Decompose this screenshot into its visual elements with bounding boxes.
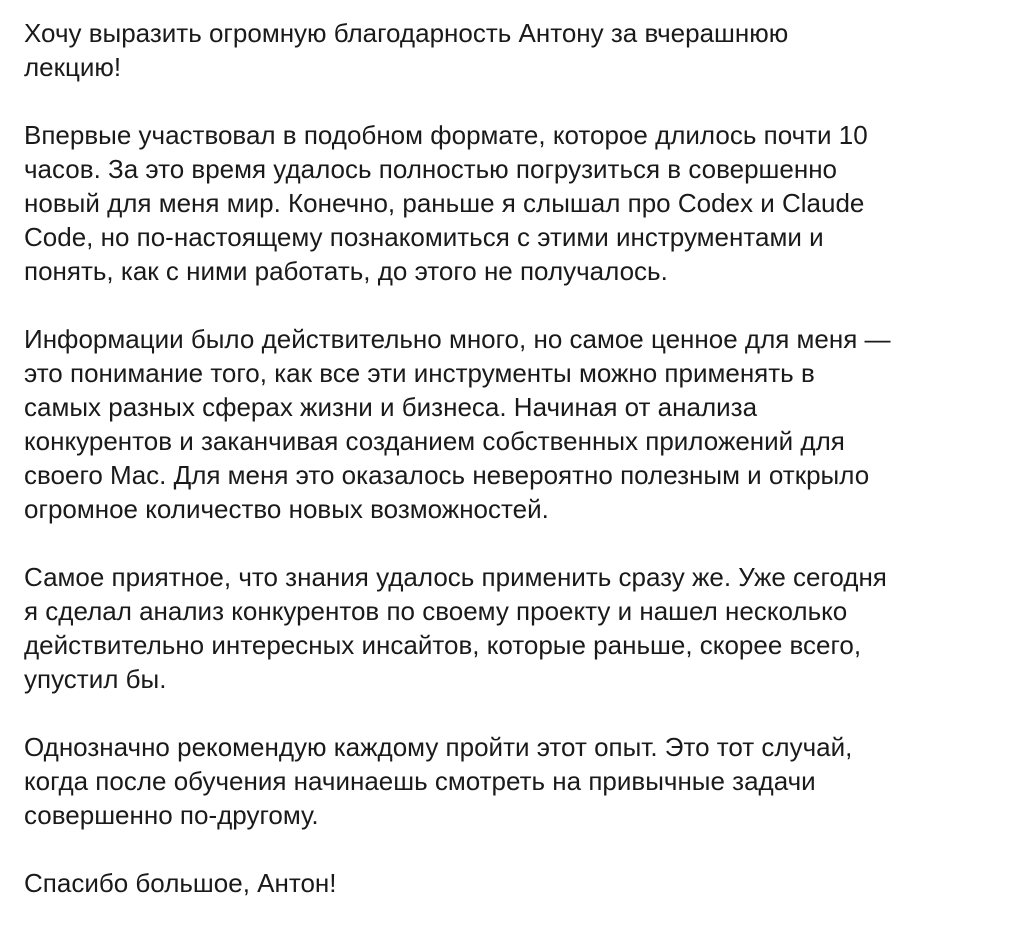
paragraph-2 — [24, 118, 999, 288]
paragraph-1 — [24, 16, 999, 84]
text-line: самых разных сферах жизни и бизнеса. Начиная от анализа — [24, 392, 758, 422]
text-line: понять, как с ними работать, до этого не получалось. — [24, 256, 668, 286]
text-line: действительно интересных инсайтов, которые раньше, скорее всего, — [24, 630, 862, 660]
text-line: Спасибо большое, Антон! — [24, 868, 337, 898]
text-line: Однозначно рекомендую каждому пройти этот опыт. Это тот случай, — [24, 732, 853, 762]
text-line: Хочу выразить огромную благодарность Антону за вчерашнюю — [24, 18, 789, 48]
text-line: Впервые участвовал в подобном формате, которое длилось почти 10 — [24, 120, 868, 150]
paragraph-3 — [24, 322, 999, 526]
message-text — [24, 16, 999, 900]
text-line: конкурентов и заканчивая созданием собственных приложений для — [24, 426, 845, 456]
paragraph-5 — [24, 730, 999, 832]
paragraph-4 — [24, 560, 999, 696]
text-line: это понимание того, как все эти инструменты можно применять в — [24, 358, 815, 388]
text-line: новый для меня мир. Конечно, раньше я слышал про Codex и Claude — [24, 188, 865, 218]
text-line: лекцию! — [24, 52, 122, 82]
text-line: упустил бы. — [24, 664, 167, 694]
text-line: Информации было действительно много, но самое ценное для меня — — [24, 324, 891, 354]
paragraph-6 — [24, 866, 999, 900]
text-line: я сделал анализ конкурентов по своему проекту и нашел несколько — [24, 596, 848, 626]
text-line: когда после обучения начинаешь смотреть на привычные задачи — [24, 766, 816, 796]
text-line: Code, но по-настоящему познакомиться с этими инструментами и — [24, 222, 824, 252]
text-line: часов. За это время удалось полностью погрузиться в совершенно — [24, 154, 838, 184]
text-line: Самое приятное, что знания удалось применить сразу же. Уже сегодня — [24, 562, 887, 592]
text-line: совершенно по-другому. — [24, 800, 319, 830]
text-line: своего Mac. Для меня это оказалось невероятно полезным и открыло — [24, 460, 870, 490]
text-line: огромное количество новых возможностей. — [24, 494, 549, 524]
